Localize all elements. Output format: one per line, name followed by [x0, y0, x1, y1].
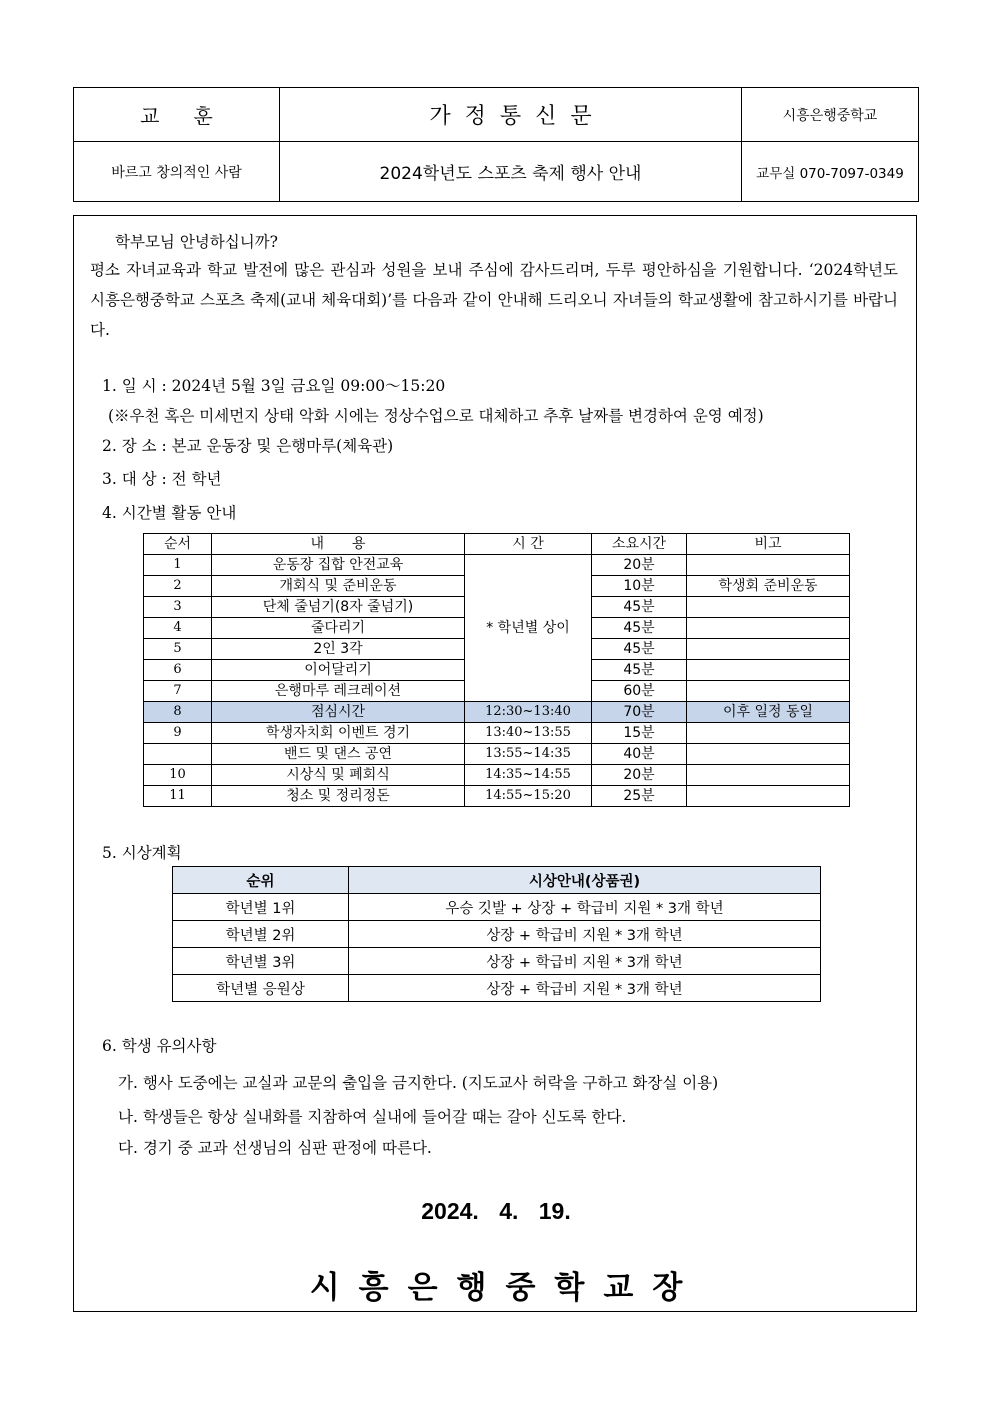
- caution-item: 가. 행사 도중에는 교실과 교문의 출입을 금지한다. (지도교사 허락을 구하고 화장실 이용): [118, 1074, 719, 1092]
- schedule-header-row: [144, 534, 850, 555]
- greeting: 학부모님 안녕하십니까?: [115, 233, 278, 251]
- table-row: 2 개회식 및 준비운동 10분 학생회 준비운동: [144, 576, 850, 597]
- awards-table: [172, 866, 821, 1002]
- table-row: 11 청소 및 정리정돈 14:55~15:20 25분: [144, 786, 850, 807]
- header-table: [73, 87, 919, 202]
- caution-item: 다. 경기 중 교과 선생님의 심판 판정에 따른다.: [118, 1139, 432, 1157]
- intro-paragraph: 평소 자녀교육과 학교 발전에 많은 관심과 성원을 보내 주심에 감사드리며, 두루 평안하심을 기원합니다. ‘2024학년도 시흥은행중학교 스포츠 축제(교내 체육대회)’를 다음과 같이 안내해 드리오니 자녀들의 학교생활에 참고하시기를 바랍니다.: [90, 261, 898, 339]
- caution-item: 나. 학생들은 항상 실내화를 지참하여 실내에 들어갈 때는 갈아 신도록 한다.: [118, 1108, 627, 1126]
- caution-title: 6. 학생 유의사항: [102, 1037, 217, 1055]
- document-title: 가정통신문: [280, 88, 742, 142]
- table-row: 3 단체 줄넘기(8자 줄넘기) 45분: [144, 597, 850, 618]
- col-header-note: 비고: [687, 534, 850, 555]
- table-row: 6 이어달리기 45분: [144, 660, 850, 681]
- school-name: 시흥은행중학교: [742, 88, 919, 142]
- table-row: 9 학생자치회 이벤트 경기 13:40~13:55 15분: [144, 723, 850, 744]
- table-row: 학년별 1위 우승 깃발 + 상장 + 학급비 지원 * 3개 학년: [173, 894, 821, 921]
- schedule-table: [143, 533, 850, 807]
- document-subject: 2024학년도 스포츠 축제 행사 안내: [280, 142, 742, 202]
- col-header-rank: 순위: [173, 867, 349, 894]
- issue-date: 2024. 4. 19.: [421, 1198, 571, 1224]
- item-weather-note: (※우천 혹은 미세먼지 상태 악화 시에는 정상수업으로 대체하고 추후 날짜를 변경하여 운영 예정): [108, 407, 764, 425]
- table-row: 5 2인 3각 45분: [144, 639, 850, 660]
- col-header-duration: 소요시간: [592, 534, 687, 555]
- table-row: 10 시상식 및 폐회식 14:35~14:55 20분: [144, 765, 850, 786]
- principal-signature: 시흥은행중학교장: [309, 1270, 702, 1306]
- merged-time-cell: * 학년별 상이: [465, 555, 592, 702]
- item-place: 2. 장 소 : 본교 운동장 및 은행마루(체육관): [102, 437, 394, 455]
- item-target: 3. 대 상 : 전 학년: [102, 470, 222, 488]
- col-header-time: 시 간: [465, 534, 592, 555]
- school-motto: 바르고 창의적인 사람: [74, 142, 280, 202]
- awards-header-row: [173, 867, 821, 894]
- table-row-lunch: 8 점심시간 12:30~13:40 70분 이후 일정 동일: [144, 702, 850, 723]
- table-row: 7 은행마루 레크레이션 60분: [144, 681, 850, 702]
- table-row: 학년별 3위 상장 + 학급비 지원 * 3개 학년: [173, 948, 821, 975]
- table-row: 1 운동장 집합 안전교육 * 학년별 상이 20분: [144, 555, 850, 576]
- schedule-title: 4. 시간별 활동 안내: [102, 504, 237, 522]
- item-date: 1. 일 시 : 2024년 5월 3일 금요일 09:00～15:20: [102, 377, 446, 395]
- col-header-content: 내 용: [212, 534, 465, 555]
- awards-title: 5. 시상계획: [102, 844, 182, 862]
- table-row: 학년별 응원상 상장 + 학급비 지원 * 3개 학년: [173, 975, 821, 1002]
- col-header-no: 순서: [144, 534, 212, 555]
- contact-phone: 교무실 070-7097-0349: [742, 142, 919, 202]
- table-row: 밴드 및 댄스 공연 13:55~14:35 40분: [144, 744, 850, 765]
- table-row: 4 줄다리기 45분: [144, 618, 850, 639]
- col-header-prize: 시상안내(상품권): [349, 867, 821, 894]
- motto-label: 교훈: [74, 88, 280, 142]
- table-row: 학년별 2위 상장 + 학급비 지원 * 3개 학년: [173, 921, 821, 948]
